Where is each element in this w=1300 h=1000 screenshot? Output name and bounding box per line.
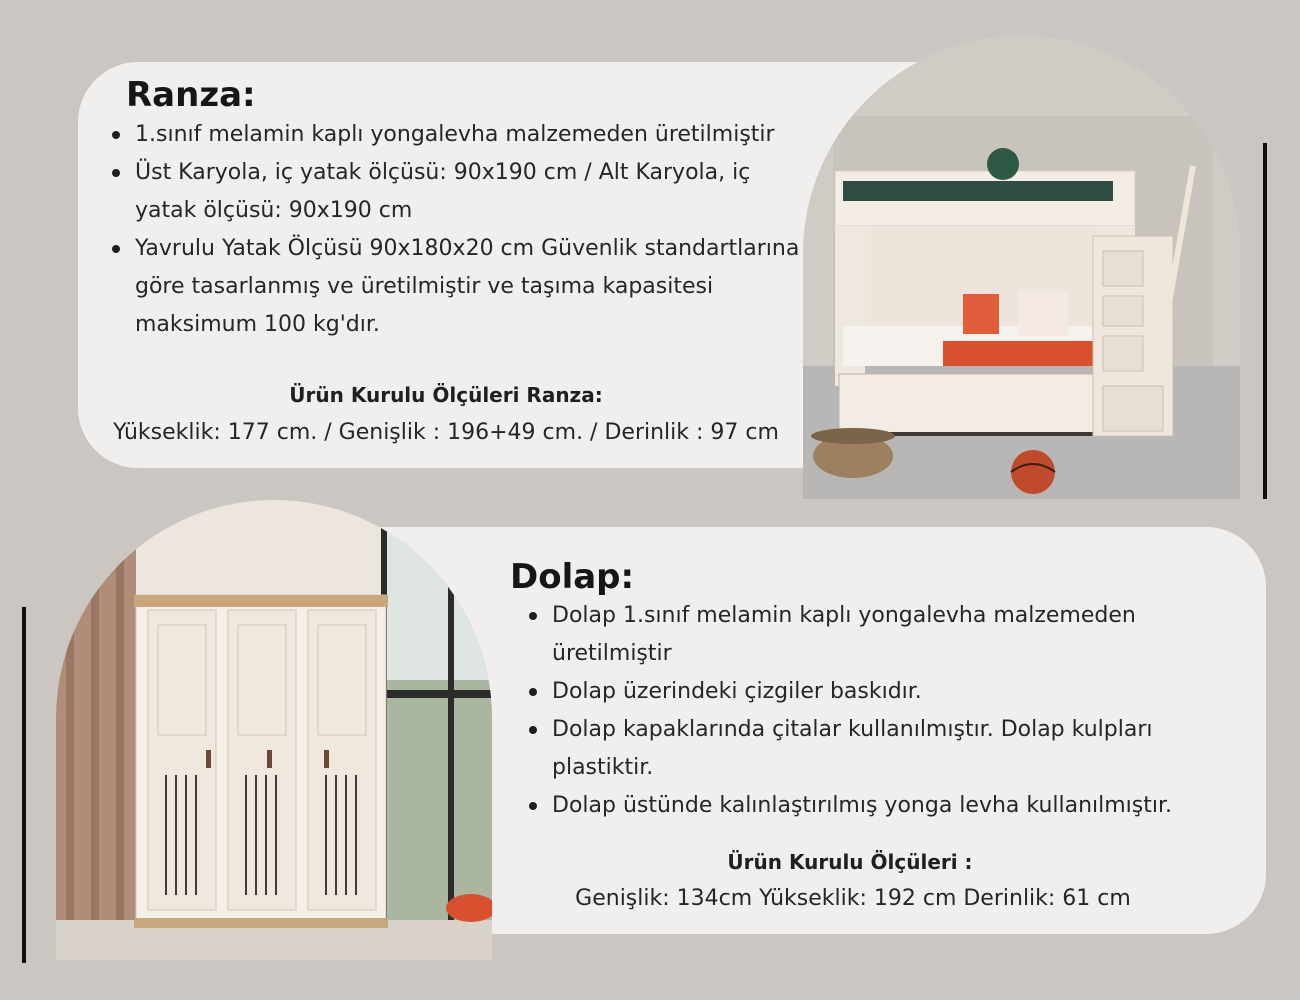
bunk-bed-photo bbox=[803, 36, 1240, 499]
ranza-spec-dimensions: Yükseklik: 177 cm. / Genişlik : 196+49 cm. / Derinlik : 97 cm bbox=[113, 420, 779, 445]
dolap-feature-2: Dolap üzerindeki çizgiler baskıdır. bbox=[525, 673, 1225, 711]
ranza-feature-2: Üst Karyola, iç yatak ölçüsü: 90x190 cm / Alt Karyola, iç yatak ölçüsü: 90x190 cm bbox=[108, 154, 808, 230]
ranza-feature-3: Yavrulu Yatak Ölçüsü 90x180x20 cm Güvenlik standartlarına göre tasarlanmış ve üretilmiştir ve taşıma kapasitesi maksimum 100 kg'dır. bbox=[108, 230, 808, 344]
dolap-feature-4: Dolap üstünde kalınlaştırılmış yonga levha kullanılmıştır. bbox=[525, 787, 1225, 825]
dolap-feature-1: Dolap 1.sınıf melamin kaplı yongalevha malzemeden üretilmiştir bbox=[525, 597, 1225, 673]
ranza-feature-1: 1.sınıf melamin kaplı yongalevha malzemeden üretilmiştir bbox=[108, 116, 808, 154]
wardrobe-photo bbox=[56, 500, 492, 960]
dolap-spec-heading: Ürün Kurulu Ölçüleri : bbox=[727, 850, 973, 874]
dolap-spec-dimensions: Genişlik: 134cm Yükseklik: 192 cm Derinlik: 61 cm bbox=[575, 886, 1131, 911]
divider-line-left bbox=[22, 607, 26, 963]
ranza-title: Ranza: bbox=[126, 75, 256, 115]
wardrobe-illustration bbox=[56, 500, 492, 960]
bunk-bed-illustration bbox=[803, 36, 1240, 499]
dolap-feature-3: Dolap kapaklarında çitalar kullanılmıştır. Dolap kulpları plastiktir. bbox=[525, 711, 1225, 787]
dolap-feature-list bbox=[525, 597, 1225, 825]
divider-line-right bbox=[1263, 143, 1267, 499]
ranza-feature-list bbox=[108, 116, 808, 344]
dolap-title: Dolap: bbox=[510, 557, 635, 597]
ranza-spec-heading: Ürün Kurulu Ölçüleri Ranza: bbox=[289, 383, 603, 407]
